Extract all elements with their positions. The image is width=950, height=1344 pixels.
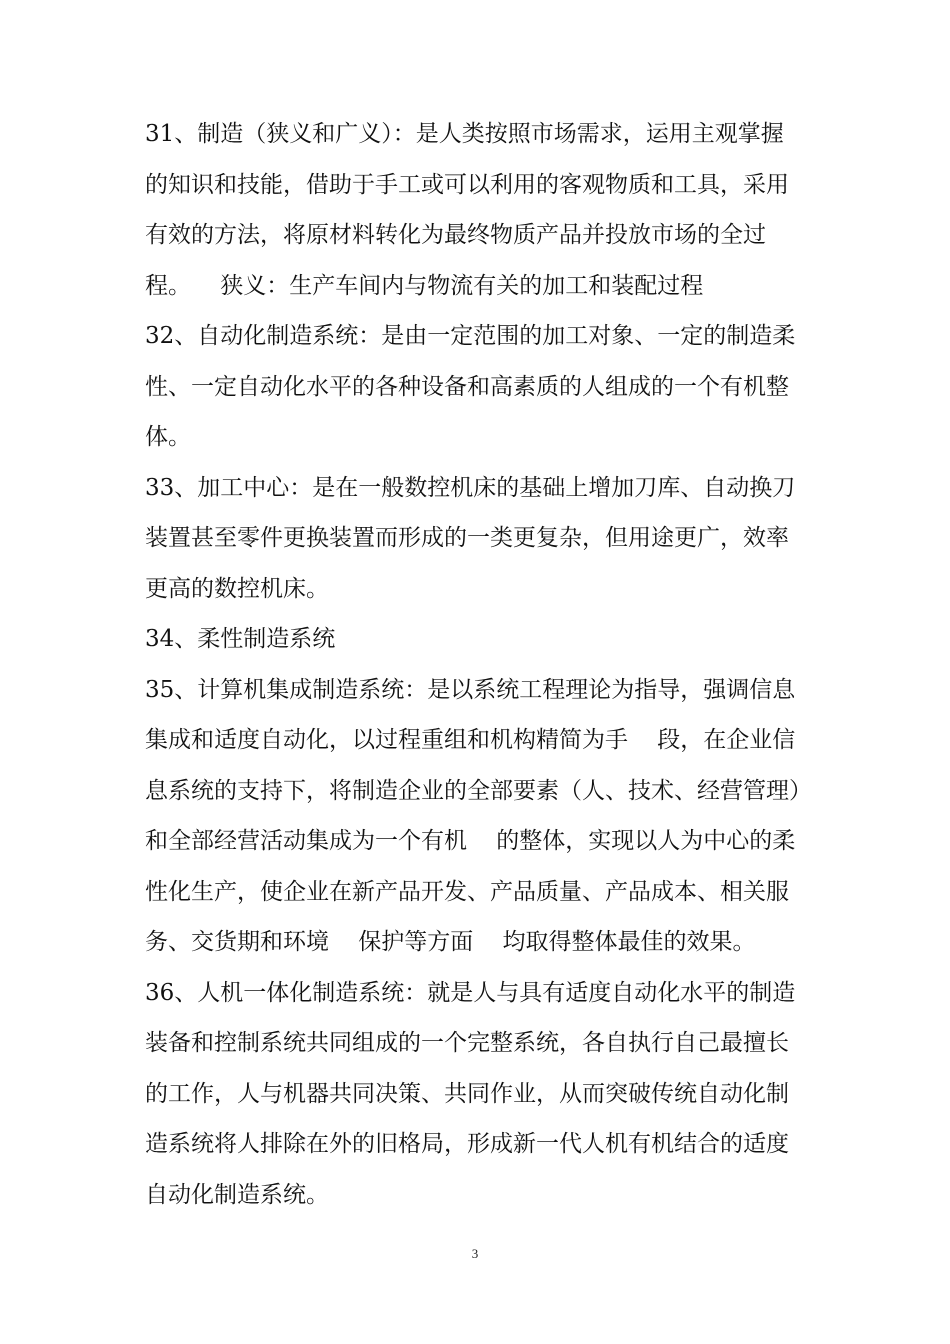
text-line: 的知识和技能，借助于手工或可以利用的客观物质和工具，采用: [145, 171, 789, 198]
text-line: 装置甚至零件更换装置而形成的一类更复杂，但用途更广，效率: [145, 525, 789, 551]
text-line: 有效的方法，将原材料转化为最终物质产品并投放市场的全过: [145, 222, 766, 248]
document-body: [145, 109, 810, 1220]
text-line: 更高的数控机床。: [145, 575, 329, 602]
text-line: 33、加工中心：是在一般数控机床的基础上增加刀库、自动换刀: [145, 474, 796, 501]
text-line: 36、人机一体化制造系统：就是人与具有适度自动化水平的制造: [145, 979, 796, 1006]
text-line: 32、自动化制造系统：是由一定范围的加工对象、一定的制造柔: [145, 323, 796, 349]
text-line: 的工作，人与机器共同决策、共同作业，从而突破传统自动化制: [145, 1080, 789, 1107]
text-line: 自动化制造系统。: [145, 1181, 329, 1208]
text-line: 装备和控制系统共同组成的一个完整系统，各自执行自己最擅长: [145, 1030, 789, 1056]
text-line: 造系统将人排除在外的旧格局，形成新一代人机有机结合的适度: [145, 1131, 789, 1157]
text-line: 34、柔性制造系统: [145, 626, 336, 652]
text-line: 体。: [145, 424, 191, 450]
text-line: 务、交货期和环境 保护等方面 均取得整体最佳的效果。: [145, 929, 756, 955]
text-line: 集成和适度自动化，以过程重组和机构精简为手 段，在企业信: [145, 727, 796, 753]
text-line: 性、一定自动化水平的各种设备和高素质的人组成的一个有机整: [145, 373, 789, 400]
text-line: 程。 狭义：生产车间内与物流有关的加工和装配过程: [145, 272, 704, 299]
text-line: 31、制造（狭义和广义）：是人类按照市场需求，运用主观掌握: [145, 121, 784, 147]
text-line: 息系统的支持下，将制造企业的全部要素（人、技术、经营管理）: [145, 777, 812, 804]
text-line: 性化生产，使企业在新产品开发、产品质量、产品成本、相关服: [145, 878, 789, 905]
text-line: 35、计算机集成制造系统：是以系统工程理论为指导，强调信息: [145, 676, 796, 703]
page-number: 3: [471, 1246, 479, 1261]
text-line: 和全部经营活动集成为一个有机 的整体，实现以人为中心的柔: [145, 828, 796, 854]
